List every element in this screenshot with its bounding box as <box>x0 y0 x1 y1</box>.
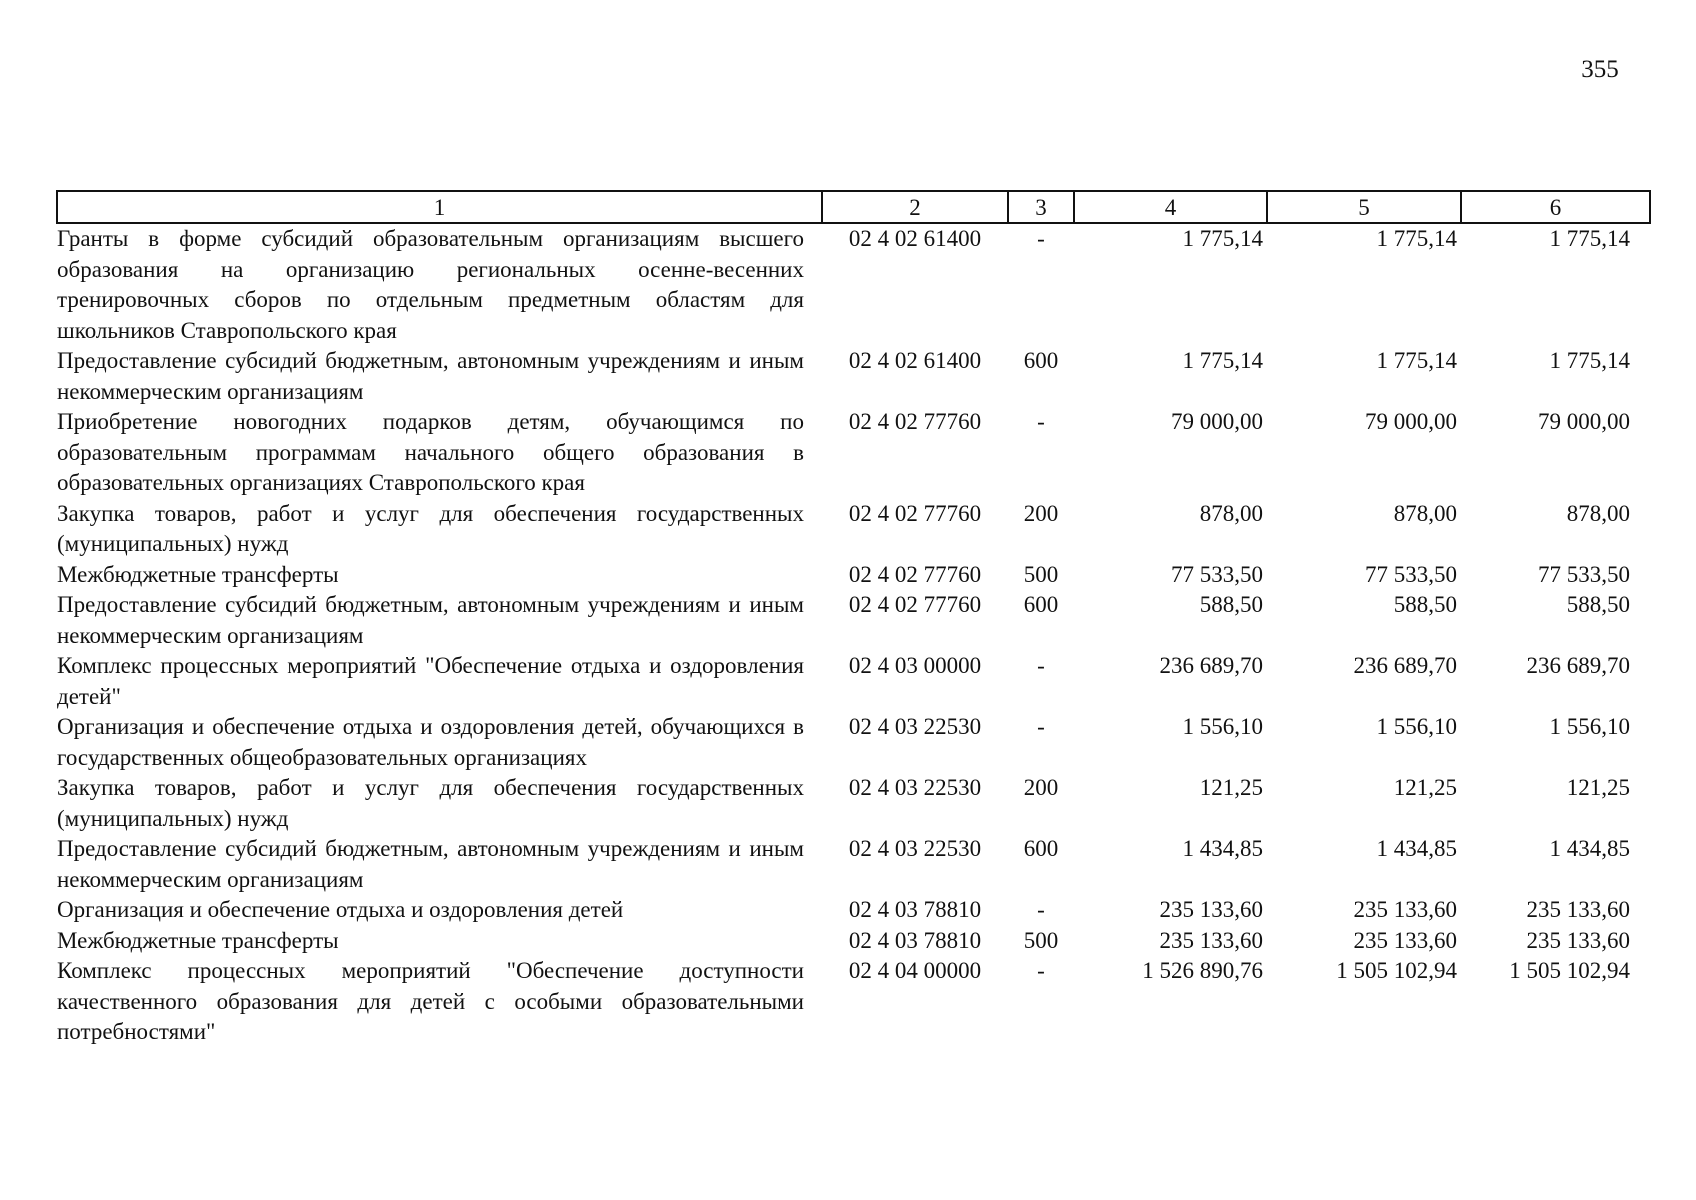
row-value-4: 235 133,60 <box>1159 897 1263 922</box>
row-name: Предоставление субсидий бюджетным, автономным учреждениям и иным некоммерческим организациям <box>57 836 804 892</box>
row-value-6: 235 133,60 <box>1526 897 1630 922</box>
table-row <box>57 651 1650 712</box>
row-type: - <box>1037 897 1045 922</box>
row-name: Организация и обеспечение отдыха и оздоровления детей, обучающихся в государственных общеобразовательных организациях <box>57 714 804 770</box>
row-value-6: 1 434,85 <box>1549 836 1630 861</box>
row-code: 02 4 03 78810 <box>848 927 982 953</box>
row-name: Организация и обеспечение отдыха и оздоровления детей <box>57 897 624 922</box>
row-value-5: 235 133,60 <box>1353 897 1457 922</box>
row-value-6: 1 775,14 <box>1549 348 1630 373</box>
row-code: 02 4 03 78810 <box>848 897 982 922</box>
row-value-6: 77 533,50 <box>1538 561 1630 587</box>
row-name: Комплекс процессных мероприятий "Обеспечение доступности качественного образования для детей с особыми образовательными потребностями" <box>57 958 804 1044</box>
budget-table <box>56 190 1651 1048</box>
column-header-3: 3 <box>1008 191 1074 223</box>
table-body <box>57 223 1650 1048</box>
row-type: 200 <box>1023 500 1059 526</box>
row-code: 02 4 03 00000 <box>848 653 982 678</box>
row-value-4: 1 526 890,76 <box>1142 958 1263 983</box>
row-type: 500 <box>1023 561 1059 587</box>
row-value-5: 1 434,85 <box>1376 836 1457 861</box>
row-code: 02 4 02 61400 <box>848 226 982 251</box>
page-number: 355 <box>1581 56 1619 83</box>
row-type: - <box>1037 226 1045 251</box>
row-name: Закупка товаров, работ и услуг для обеспечения государственных (муниципальных) нужд <box>57 775 804 831</box>
row-value-4: 1 775,14 <box>1182 348 1263 373</box>
table-row <box>57 926 1650 957</box>
row-value-6: 878,00 <box>1566 500 1630 526</box>
table-row <box>57 560 1650 591</box>
table-row <box>57 407 1650 499</box>
row-code: 02 4 02 77760 <box>848 409 982 434</box>
row-type: 600 <box>1023 836 1059 861</box>
row-value-6: 236 689,70 <box>1526 653 1630 678</box>
row-value-4: 121,25 <box>1199 775 1263 800</box>
row-value-5: 1 556,10 <box>1376 714 1457 739</box>
row-value-6: 235 133,60 <box>1526 927 1630 953</box>
row-value-6: 1 505 102,94 <box>1509 958 1630 983</box>
row-code: 02 4 03 22530 <box>848 775 982 800</box>
row-name: Гранты в форме субсидий образовательным организациям высшего образования на организацию региональных осенне-весенних тренировочных сборов по отдельным предметным областям для школьников Ставропольского края <box>57 226 804 343</box>
row-value-5: 121,25 <box>1393 775 1457 800</box>
row-type: - <box>1037 409 1045 434</box>
row-name: Межбюджетные трансферты <box>57 561 339 587</box>
row-value-4: 1 434,85 <box>1182 836 1263 861</box>
row-value-6: 588,50 <box>1566 592 1630 617</box>
row-code: 02 4 03 22530 <box>848 714 982 739</box>
row-value-4: 1 775,14 <box>1182 226 1263 251</box>
column-header-4: 4 <box>1074 191 1267 223</box>
row-name: Закупка товаров, работ и услуг для обеспечения государственных (муниципальных) нужд <box>57 500 804 556</box>
row-type: - <box>1037 653 1045 678</box>
row-value-5: 1 775,14 <box>1376 226 1457 251</box>
column-header-2: 2 <box>822 191 1008 223</box>
table-row <box>57 223 1650 346</box>
table-row <box>57 499 1650 560</box>
row-type: - <box>1037 714 1045 739</box>
row-name: Комплекс процессных мероприятий "Обеспечение отдыха и оздоровления детей" <box>57 653 804 709</box>
header-row <box>57 191 1650 223</box>
row-type: 500 <box>1023 927 1059 953</box>
table-row <box>57 712 1650 773</box>
row-name: Межбюджетные трансферты <box>57 927 339 953</box>
column-header-1: 1 <box>57 191 822 223</box>
row-code: 02 4 02 61400 <box>848 348 982 373</box>
row-value-5: 1 775,14 <box>1376 348 1457 373</box>
row-value-6: 1 556,10 <box>1549 714 1630 739</box>
row-value-6: 79 000,00 <box>1538 409 1630 434</box>
row-value-4: 588,50 <box>1199 592 1263 617</box>
row-code: 02 4 02 77760 <box>848 500 982 526</box>
table-row <box>57 956 1650 1048</box>
row-value-4: 878,00 <box>1199 500 1263 526</box>
row-value-5: 77 533,50 <box>1365 561 1457 587</box>
table-row <box>57 773 1650 834</box>
row-name: Предоставление субсидий бюджетным, автономным учреждениям и иным некоммерческим организациям <box>57 348 804 404</box>
row-type: 200 <box>1023 775 1059 800</box>
row-value-5: 878,00 <box>1393 500 1457 526</box>
row-value-4: 1 556,10 <box>1182 714 1263 739</box>
row-type: 600 <box>1023 592 1059 617</box>
column-header-5: 5 <box>1267 191 1461 223</box>
row-value-5: 1 505 102,94 <box>1336 958 1457 983</box>
row-name: Приобретение новогодних подарков детям, обучающимся по образовательным программам начального общего образования в образовательных организациях Ставропольского края <box>57 409 804 495</box>
row-value-6: 1 775,14 <box>1549 226 1630 251</box>
row-code: 02 4 04 00000 <box>848 958 982 983</box>
table-header <box>57 191 1650 223</box>
row-value-5: 79 000,00 <box>1365 409 1457 434</box>
row-value-4: 77 533,50 <box>1171 561 1263 587</box>
table-row <box>57 895 1650 926</box>
row-name: Предоставление субсидий бюджетным, автономным учреждениям и иным некоммерческим организациям <box>57 592 804 648</box>
row-type: 600 <box>1023 348 1059 373</box>
row-value-6: 121,25 <box>1566 775 1630 800</box>
table-row <box>57 590 1650 651</box>
table-row <box>57 346 1650 407</box>
row-value-5: 588,50 <box>1393 592 1457 617</box>
row-value-4: 79 000,00 <box>1171 409 1263 434</box>
table-row <box>57 834 1650 895</box>
row-value-4: 236 689,70 <box>1159 653 1263 678</box>
column-header-6: 6 <box>1461 191 1650 223</box>
row-value-4: 235 133,60 <box>1159 927 1263 953</box>
row-code: 02 4 03 22530 <box>848 836 982 861</box>
row-value-5: 235 133,60 <box>1353 927 1457 953</box>
row-code: 02 4 02 77760 <box>848 561 982 587</box>
row-value-5: 236 689,70 <box>1353 653 1457 678</box>
row-type: - <box>1037 958 1045 983</box>
row-code: 02 4 02 77760 <box>848 592 982 617</box>
